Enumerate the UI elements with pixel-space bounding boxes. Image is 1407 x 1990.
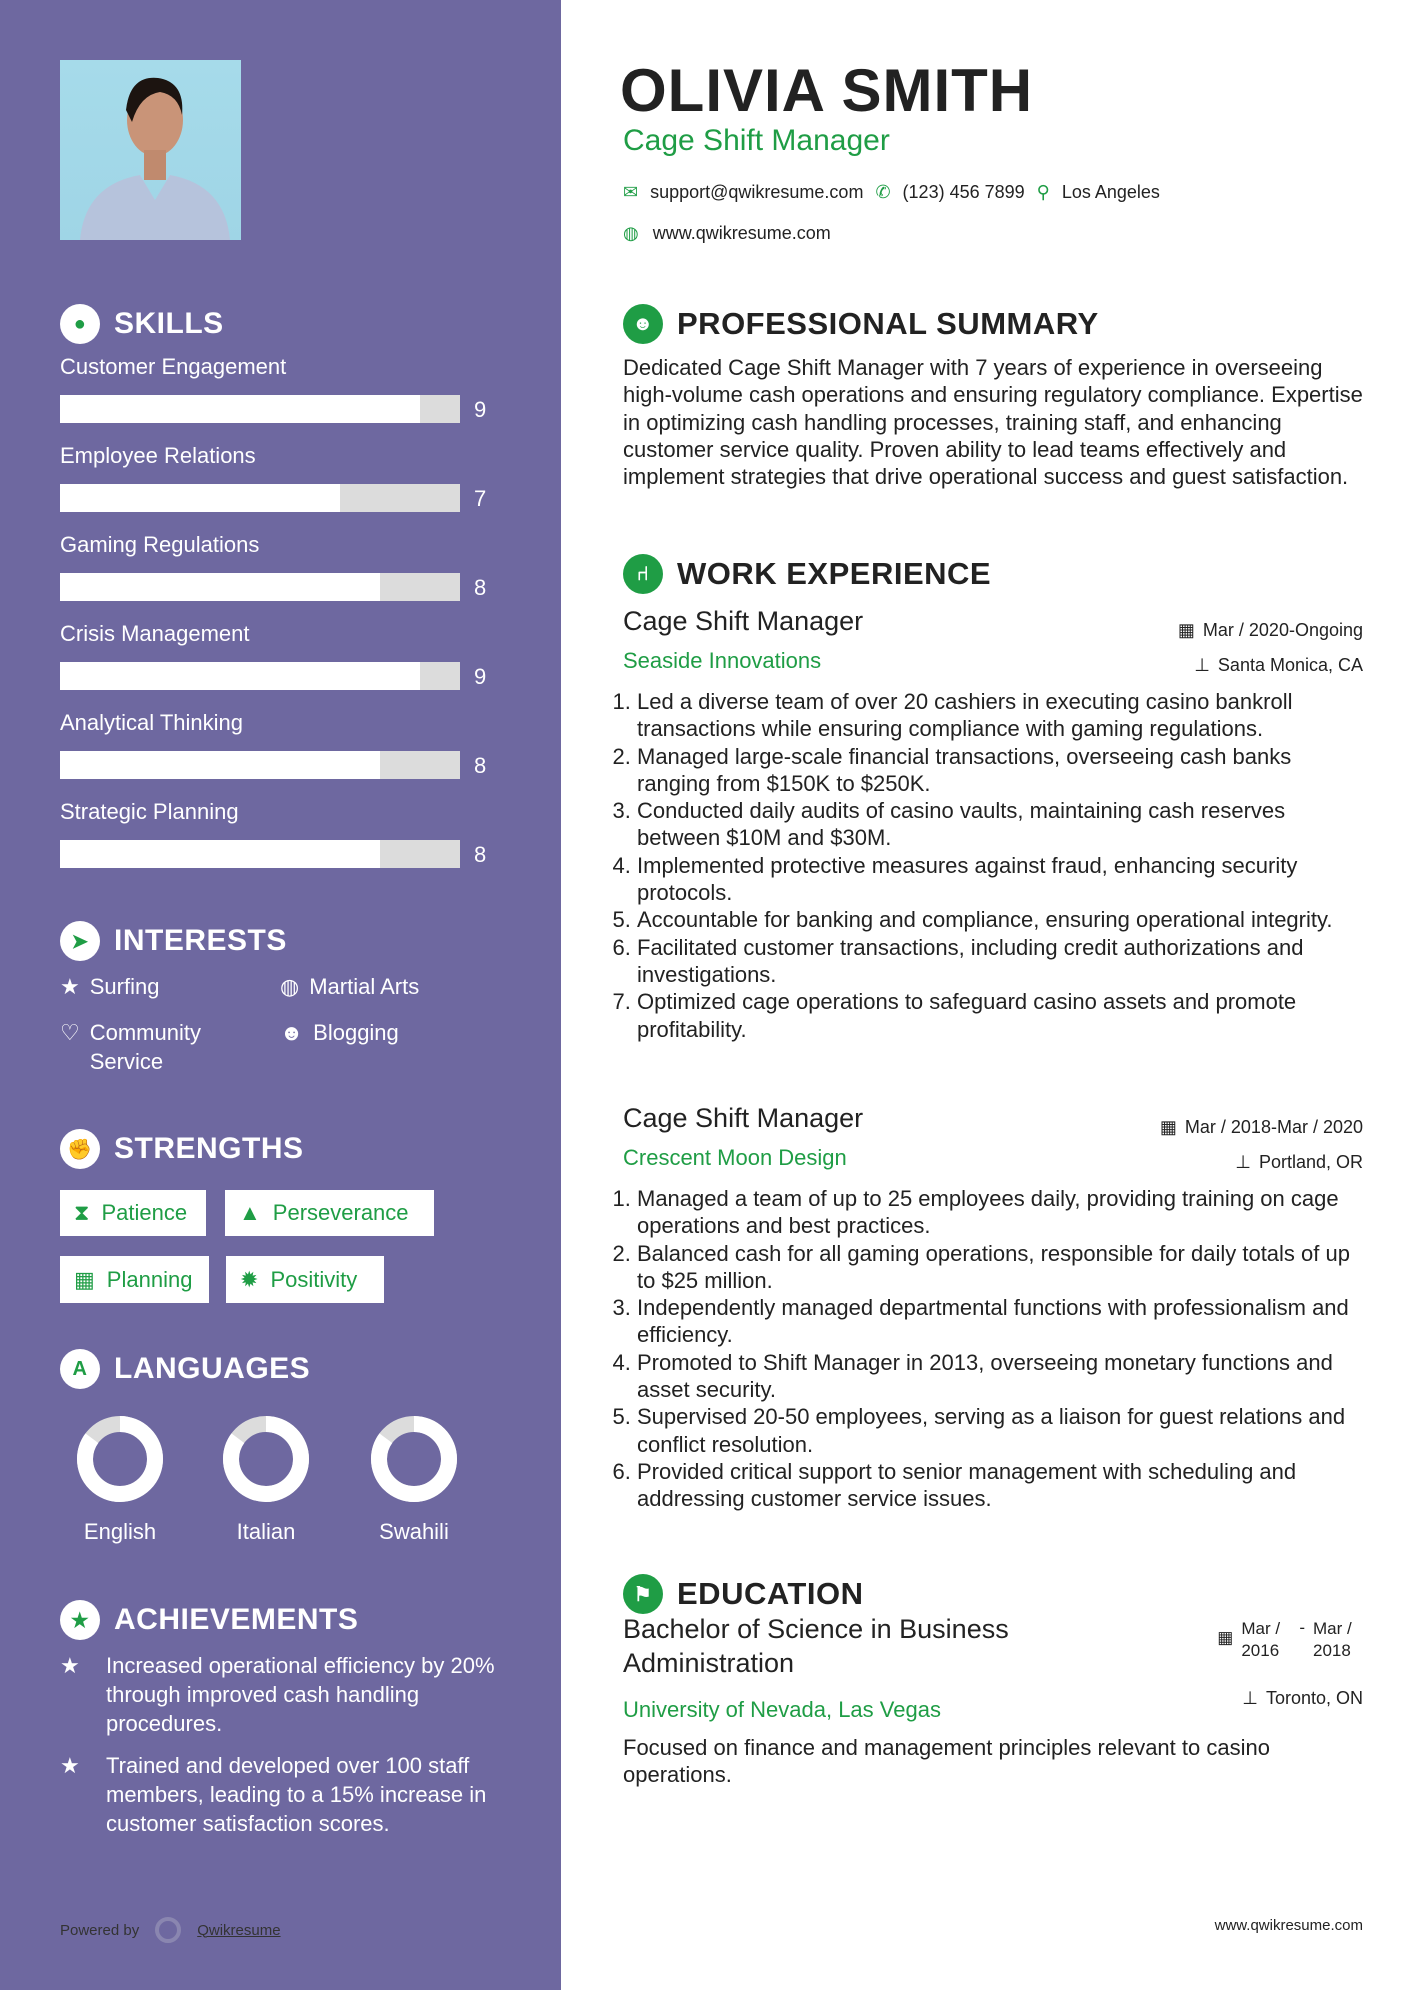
skill-score: 8	[474, 575, 487, 600]
skill-bar-fill	[60, 573, 380, 601]
job-bullet: 7. Optimized cage operations to safeguard casino assets and promote profitability.	[637, 988, 1364, 1043]
education-heading: ⚑ EDUCATION	[623, 1574, 863, 1614]
education-description: Focused on finance and management principles relevant to casino operations.	[623, 1735, 1270, 1788]
company: Crescent Moon Design	[623, 1145, 847, 1170]
skill-label: Gaming Regulations	[60, 532, 260, 557]
language-label: Italian	[236, 1519, 296, 1544]
skill-bar	[60, 573, 460, 601]
interest-item: ♡ Community Service	[60, 1020, 201, 1074]
contact-row	[623, 182, 1160, 203]
sidebar	[0, 0, 561, 1990]
interest-item: ★ Surfing	[60, 974, 160, 999]
summary-heading: ☻ PROFESSIONAL SUMMARY	[623, 304, 1099, 344]
summary-text: Dedicated Cage Shift Manager with 7 years of experience in overseeing high-volume cash operations and ensuring regulatory compliance. Expertise in optimizing cash handling processes, training staff, and enhancing customer service quality. Proven ability to lead teams effectively and implement strategies that drive operational success and guest satisfaction.	[623, 355, 1363, 490]
graduate-icon: ⚑	[623, 1574, 663, 1614]
skill-label: Crisis Management	[60, 621, 250, 646]
envelope-icon: ✉	[623, 182, 639, 202]
language-donut	[76, 1415, 164, 1503]
skill-label: Analytical Thinking	[60, 710, 244, 735]
skill-label: Customer Engagement	[60, 354, 287, 379]
language-label: Swahili	[379, 1519, 449, 1544]
job-bullet: 4. Implemented protective measures against fraud, enhancing security protocols.	[637, 852, 1364, 907]
skill-label: Employee Relations	[60, 443, 256, 468]
pin-icon: ⊥	[1194, 655, 1210, 675]
job-bullet: 3. Conducted daily audits of casino vaults, maintaining cash reserves between $10M and $30M.	[637, 797, 1364, 852]
skill-bar-fill	[60, 751, 380, 779]
company: Seaside Innovations	[623, 648, 822, 673]
language-donut	[370, 1415, 458, 1503]
user-icon: ☻	[623, 304, 663, 344]
website-row	[623, 223, 831, 244]
website-link[interactable]: www.qwikresume.com	[652, 223, 831, 243]
translate-icon: A	[60, 1349, 100, 1389]
profile-photo	[60, 60, 241, 240]
school: University of Nevada, Las Vegas	[623, 1697, 941, 1722]
calendar-icon: ▦	[1217, 1628, 1234, 1647]
users-icon: ☻	[280, 1020, 304, 1045]
road-icon: ▲	[239, 1200, 261, 1225]
languages-heading: A LANGUAGES	[60, 1349, 310, 1389]
skill-score: 8	[474, 753, 487, 778]
strength-chip: ⧗ Patience	[60, 1190, 206, 1236]
job-bullet: 5. Supervised 20-50 employees, serving as a liaison for guest relations and conflict resolution.	[637, 1403, 1364, 1458]
skill-bar	[60, 395, 460, 423]
globe-icon: ◍	[623, 223, 639, 243]
calendar-icon: ▦	[1177, 620, 1195, 640]
job-bullet: 4. Promoted to Shift Manager in 2013, overseeing monetary functions and asset security.	[637, 1349, 1364, 1404]
strength-chip: ✹ Positivity	[226, 1256, 384, 1303]
education-dates: ▦ Mar / 2016 - Mar / 2018	[1217, 1618, 1352, 1660]
calendar-icon: ▦	[74, 1266, 95, 1292]
strength-chip: ▲ Perseverance	[225, 1190, 434, 1236]
star-icon: ★	[60, 974, 80, 999]
job-dates: ▦ Mar / 2020-Ongoing	[1177, 620, 1363, 640]
job-title: Cage Shift Manager	[623, 606, 864, 636]
star-badge-icon: ★	[60, 1600, 100, 1640]
language-label: English	[83, 1519, 157, 1544]
job-bullet: 6. Provided critical support to senior management with scheduling and addressing customer service issues.	[637, 1458, 1364, 1513]
skills-heading: ● SKILLS	[60, 304, 224, 344]
candidate-name: OLIVIA SMITH	[620, 57, 1034, 124]
job-bullet: 3. Independently managed departmental functions with professionalism and efficiency.	[637, 1294, 1364, 1349]
job-location: ⊥ Santa Monica, CA	[1194, 655, 1363, 675]
email[interactable]: support@qwikresume.com	[650, 182, 864, 202]
pin-icon: ⊥	[1235, 1152, 1251, 1172]
job-bullet: 5. Accountable for banking and compliance, ensuring operational integrity.	[637, 906, 1364, 933]
shooting-star-icon: ★	[60, 1653, 80, 1678]
achievements-heading: ★ ACHIEVEMENTS	[60, 1600, 358, 1640]
fist-icon: ✊	[60, 1129, 100, 1169]
education-location: ⊥ Toronto, ON	[1242, 1688, 1363, 1708]
job-bullet: 2. Balanced cash for all gaming operations, responsible for daily totals of up to $25 million.	[637, 1240, 1364, 1295]
sun-icon: ✹	[240, 1266, 259, 1292]
job-bullet: 6. Facilitated customer transactions, including credit authorizations and investigations.	[637, 934, 1364, 989]
skill-score: 7	[474, 486, 487, 511]
footer-website[interactable]: www.qwikresume.com	[1214, 1917, 1363, 1934]
skill-score: 8	[474, 842, 487, 867]
skill-score: 9	[474, 664, 487, 689]
skill-bar-fill	[60, 484, 340, 512]
job-dates: ▦ Mar / 2018-Mar / 2020	[1159, 1117, 1363, 1137]
job-bullet: 1. Led a diverse team of over 20 cashiers in executing casino bankroll transactions while ensuring compliance with gaming regulations.	[637, 688, 1364, 743]
job-location: ⊥ Portland, OR	[1235, 1152, 1363, 1172]
calendar-icon: ▦	[1159, 1117, 1177, 1137]
skill-bar	[60, 484, 460, 512]
job-bullet: 2. Managed large-scale financial transactions, overseeing cash banks ranging from $150K to $250K.	[637, 743, 1364, 798]
paper-plane-icon: ➤	[60, 921, 100, 961]
shooting-star-icon: ★	[60, 1753, 80, 1778]
interests-heading: ➤ INTERESTS	[60, 921, 287, 961]
skill-bar-fill	[60, 840, 380, 868]
chair-icon: ⑁	[623, 554, 663, 594]
hand-icon: ♡	[60, 1020, 80, 1045]
lightbulb-icon: ●	[60, 304, 100, 344]
phone: (123) 456 7899	[902, 182, 1025, 202]
achievement-item: ★ Trained and developed over 100 staff members, leading to a 15% increase in customer satisfaction scores.	[60, 1753, 487, 1836]
qwikresume-logo-icon	[155, 1917, 181, 1943]
job-title: Cage Shift Manager	[623, 124, 890, 157]
achievement-item: ★ Increased operational efficiency by 20% through improved cash handling procedures.	[60, 1653, 495, 1736]
work-heading: ⑁ WORK EXPERIENCE	[623, 554, 991, 594]
job-title: Cage Shift Manager	[623, 1103, 864, 1133]
strengths-heading: ✊ STRENGTHS	[60, 1129, 304, 1169]
hourglass-icon: ⧗	[74, 1200, 90, 1225]
skill-bar	[60, 840, 460, 868]
skill-score: 9	[474, 397, 487, 422]
interest-item: ◍ Martial Arts	[280, 974, 420, 999]
degree: Bachelor of Science in Business Administration	[623, 1614, 1009, 1678]
interest-item: ☻ Blogging	[280, 1020, 399, 1045]
powered-by: Powered by Qwikresume	[60, 1917, 281, 1943]
skill-bar	[60, 751, 460, 779]
job-bullet: 1. Managed a team of up to 25 employees daily, providing training on cage operations and best practices.	[637, 1185, 1364, 1240]
map-marker-icon: ⚲	[1036, 182, 1050, 202]
strength-chip: ▦ Planning	[60, 1256, 209, 1303]
job-bullets	[619, 688, 1364, 1043]
language-donut	[222, 1415, 310, 1503]
skill-bar	[60, 662, 460, 690]
skill-bar-fill	[60, 662, 420, 690]
skill-label: Strategic Planning	[60, 799, 239, 824]
pin-icon: ⊥	[1242, 1688, 1258, 1708]
location: Los Angeles	[1061, 182, 1160, 202]
phone-icon: ✆	[875, 182, 891, 202]
skill-bar-fill	[60, 395, 420, 423]
globe-icon: ◍	[280, 974, 300, 999]
job-bullets	[619, 1185, 1364, 1513]
qwikresume-link[interactable]: Qwikresume	[197, 1921, 281, 1939]
